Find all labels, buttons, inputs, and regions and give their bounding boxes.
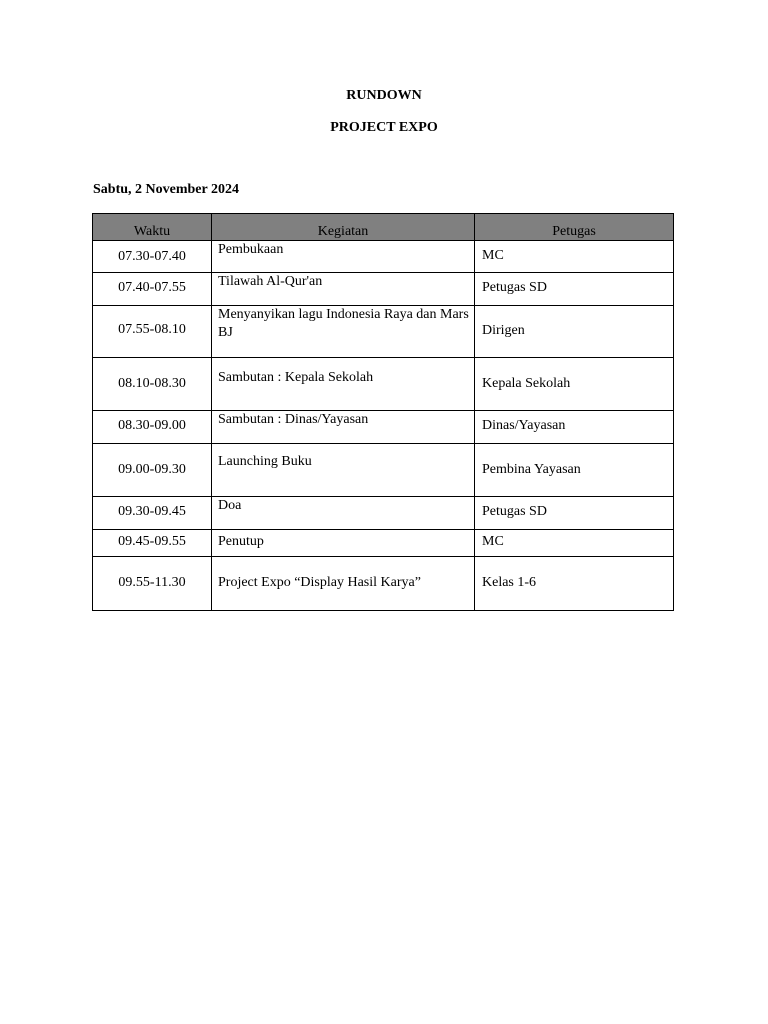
time-cell: [93, 241, 212, 273]
activity-cell: [212, 411, 475, 444]
officer-cell-text: Petugas SD: [482, 504, 547, 519]
activity-cell: [212, 530, 475, 557]
activity-cell: [212, 241, 475, 273]
time-cell-text: 07.40-07.55: [118, 280, 186, 295]
activity-cell: [212, 557, 475, 611]
table-row: [93, 306, 674, 358]
time-cell: [93, 497, 212, 530]
table-row: [93, 557, 674, 611]
table-header-row: [93, 214, 674, 241]
time-cell: [93, 306, 212, 358]
activity-cell-text: Sambutan : Dinas/Yayasan: [218, 412, 369, 427]
column-header-waktu: Waktu: [93, 214, 212, 241]
time-cell-text: 09.00-09.30: [118, 462, 186, 477]
officer-cell: [475, 444, 674, 497]
activity-cell: [212, 358, 475, 411]
column-header-petugas: Petugas: [475, 214, 674, 241]
activity-cell-text: Sambutan : Kepala Sekolah: [218, 370, 374, 385]
time-cell: [93, 411, 212, 444]
officer-cell: [475, 273, 674, 306]
activity-cell-text: Penutup: [218, 534, 264, 549]
activity-cell: [212, 273, 475, 306]
activity-cell: [212, 306, 475, 358]
column-header-kegiatan: Kegiatan: [212, 214, 475, 241]
officer-cell-text: Petugas SD: [482, 280, 547, 295]
officer-cell-text: Pembina Yayasan: [482, 462, 581, 477]
table-row: [93, 530, 674, 557]
time-cell-text: 07.30-07.40: [118, 249, 186, 264]
rundown-table: [92, 213, 674, 611]
table-row: [93, 358, 674, 411]
time-cell-text: 09.30-09.45: [118, 504, 186, 519]
officer-cell: [475, 306, 674, 358]
time-cell: [93, 273, 212, 306]
officer-cell: [475, 557, 674, 611]
activity-cell-text: Project Expo “Display Hasil Karya”: [218, 575, 421, 590]
officer-cell-text: MC: [482, 534, 504, 549]
table-row: [93, 497, 674, 530]
time-cell: [93, 444, 212, 497]
officer-cell: [475, 358, 674, 411]
document-title: RUNDOWN: [346, 88, 422, 103]
time-cell: [93, 358, 212, 411]
officer-cell-text: Kepala Sekolah: [482, 376, 571, 391]
activity-cell-text: Launching Buku: [218, 454, 312, 469]
time-cell-text: 09.45-09.55: [118, 534, 186, 549]
activity-cell: [212, 497, 475, 530]
officer-cell: [475, 241, 674, 273]
time-cell-text: 08.30-09.00: [118, 418, 186, 433]
time-cell: [93, 557, 212, 611]
activity-cell: [212, 444, 475, 497]
table-row: [93, 444, 674, 497]
time-cell-text: 08.10-08.30: [118, 376, 186, 391]
officer-cell-text: Kelas 1-6: [482, 575, 537, 590]
document-subtitle: PROJECT EXPO: [330, 120, 438, 135]
officer-cell-text: MC: [482, 248, 504, 263]
activity-cell-text: Doa: [218, 498, 242, 513]
officer-cell: [475, 530, 674, 557]
table-row: [93, 241, 674, 273]
activity-cell-text: Tilawah Al-Qur'an: [218, 274, 323, 289]
officer-cell: [475, 411, 674, 444]
table-row: [93, 411, 674, 444]
time-cell: [93, 530, 212, 557]
time-cell-text: 09.55-11.30: [118, 575, 186, 590]
event-date: Sabtu, 2 November 2024: [93, 182, 239, 197]
time-cell-text: 07.55-08.10: [118, 322, 186, 337]
officer-cell-text: Dinas/Yayasan: [482, 418, 566, 433]
officer-cell-text: Dirigen: [482, 323, 525, 338]
activity-cell-text: Menyanyikan lagu Indonesia Raya dan Mars BJ: [218, 307, 469, 340]
table-row: [93, 273, 674, 306]
officer-cell: [475, 497, 674, 530]
activity-cell-text: Pembukaan: [218, 242, 284, 257]
